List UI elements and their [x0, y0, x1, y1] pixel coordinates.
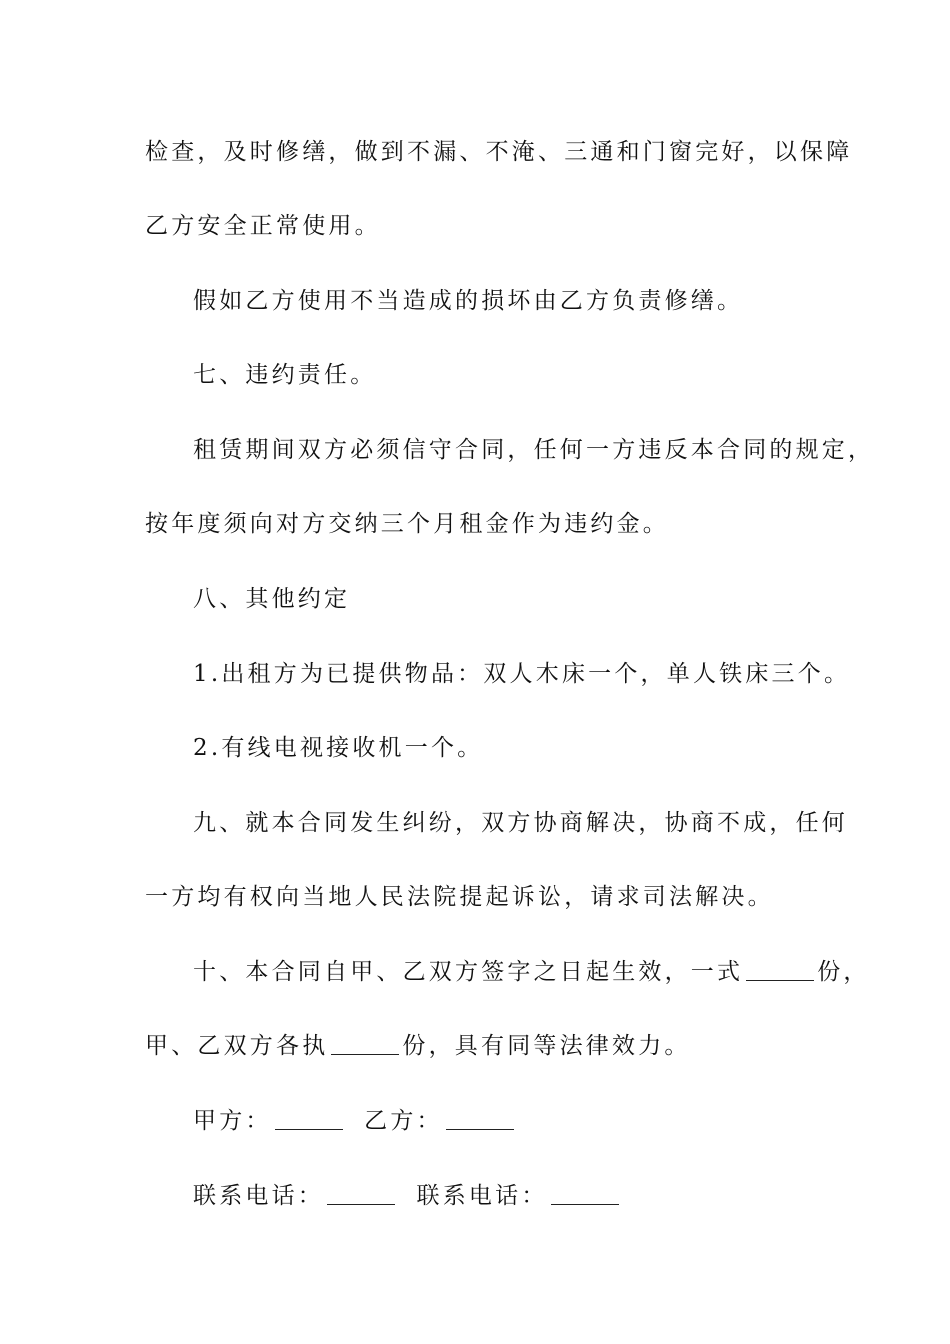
- party-b-signature-blank[interactable]: [446, 1105, 514, 1130]
- clause-ten-line-1: [193, 952, 873, 992]
- text-line-1: 检查，及时修缮，做到不漏、不淹、三通和门窗完好，以保障: [145, 139, 853, 165]
- party-b-label: 乙方：: [364, 1108, 443, 1134]
- text-line-5: 租赁期间双方必须信守合同，任何一方违反本合同的规定，: [193, 437, 875, 463]
- phone-a-blank[interactable]: [327, 1180, 395, 1205]
- clause-ten-line-2: [145, 1026, 825, 1066]
- text-line-10: 九、就本合同发生纠纷，双方协商解决，协商不成，任何: [193, 810, 848, 836]
- clause-ten-text-d: 份，具有同等法律效力。: [402, 1033, 691, 1059]
- text-line-2: 乙方安全正常使用。: [145, 213, 381, 239]
- phone-label-b: 联系电话：: [416, 1183, 548, 1209]
- clause-ten-text-b: 份，: [817, 959, 870, 985]
- phone-b-blank[interactable]: [551, 1180, 619, 1205]
- clause-ten-text-c: 甲、乙双方各执: [145, 1033, 329, 1059]
- clause-ten-text-a: 十、本合同自甲、乙双方签字之日起生效，一式: [193, 959, 744, 985]
- list-item-1: 1.出租方为已提供物品：双人木床一个，单人铁床三个。: [193, 661, 851, 687]
- section-heading-seven: 七、违约责任。: [193, 362, 377, 388]
- text-line-6: 按年度须向对方交纳三个月租金作为违约金。: [145, 511, 669, 537]
- text-line-11: 一方均有权向当地人民法院提起诉讼，请求司法解决。: [145, 884, 774, 910]
- section-heading-eight: 八、其他约定: [193, 586, 351, 612]
- list-item-2: 2.有线电视接收机一个。: [193, 735, 484, 761]
- phone-label-a: 联系电话：: [193, 1183, 324, 1209]
- copies-each-blank[interactable]: [331, 1030, 399, 1055]
- signature-line: [193, 1101, 873, 1141]
- text-line-3: 假如乙方使用不当造成的损坏由乙方负责修缮。: [193, 288, 744, 314]
- phone-line: [193, 1176, 873, 1216]
- party-a-signature-blank[interactable]: [275, 1105, 343, 1130]
- party-a-label: 甲方：: [193, 1108, 272, 1134]
- copies-total-blank[interactable]: [746, 956, 814, 981]
